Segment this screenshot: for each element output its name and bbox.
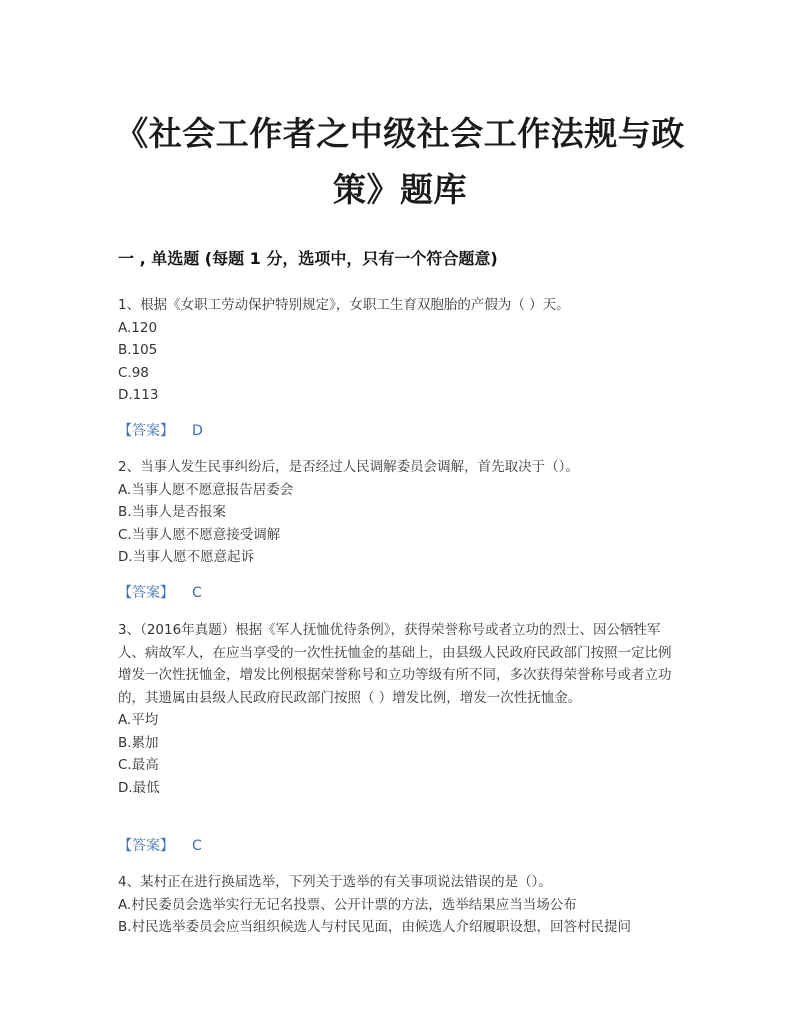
option-d: D.113 [118,387,159,403]
answer-1 [118,420,203,440]
question-text: 1、根据《女职工劳动保护特别规定》，女职工生育双胞胎的产假为（ ）天。 [118,297,570,313]
option-c: C.最高 [118,757,159,773]
answer-value: D [192,423,203,439]
option-d: D.最低 [118,779,160,796]
question-4 [118,871,684,939]
option-d: D.当事人愿不愿意起诉 [118,549,255,565]
option-a: A.平均 [118,712,159,728]
option-b: B.105 [118,342,158,358]
answer-value: C [192,838,202,854]
section-heading: 一 , 单选题 (每题 1 分，选项中，只有一个符合题意) [118,249,498,268]
option-b: B.当事人是否报案 [118,504,227,520]
document-title: 《社会工作者之中级社会工作法规与政策》题库 [115,114,685,209]
answer-label: 【答案】 [118,838,174,854]
answer-2 [118,582,202,602]
question-2 [118,456,684,569]
question-text: 4、某村正在进行换届选举，下列关于选举的有关事项说法错误的是（）。 [118,874,552,890]
question-1 [118,294,684,407]
option-a: A.当事人愿不愿意报告居委会 [118,481,294,498]
answer-value: C [192,585,202,601]
option-a: A.120 [118,319,158,336]
question-text: 3、（2016年真题）根据《军人抚恤优待条例》，获得荣誉称号或者立功的烈士、因公牺牲军人、病故军人，在应当享受的一次性抚恤金的基础上，由县级人民政府民政部门按照一定比例增发一次性抚恤金，增发比例根据荣誉称号和立功等级有所不同，多次获得荣誉称号或者立功的，其遗属由县级人民政府民政部门按照（ ）增发比例，增发一次性抚恤金。 [118,622,672,706]
question-3 [118,619,684,799]
option-c: C.当事人愿不愿意接受调解 [118,526,281,543]
answer-label: 【答案】 [118,585,174,601]
option-c: C.98 [118,364,149,381]
option-a: A.村民委员会选举实行无记名投票、公开计票的方法，选举结果应当当场公布 [118,896,577,913]
option-b: B.村民选举委员会应当组织候选人与村民见面，由候选人介绍履职设想，回答村民提问 [118,919,632,935]
answer-3 [118,835,202,855]
answer-label: 【答案】 [118,423,174,439]
question-text: 2、当事人发生民事纠纷后，是否经过人民调解委员会调解，首先取决于（）。 [118,459,579,475]
option-b: B.累加 [118,734,159,751]
